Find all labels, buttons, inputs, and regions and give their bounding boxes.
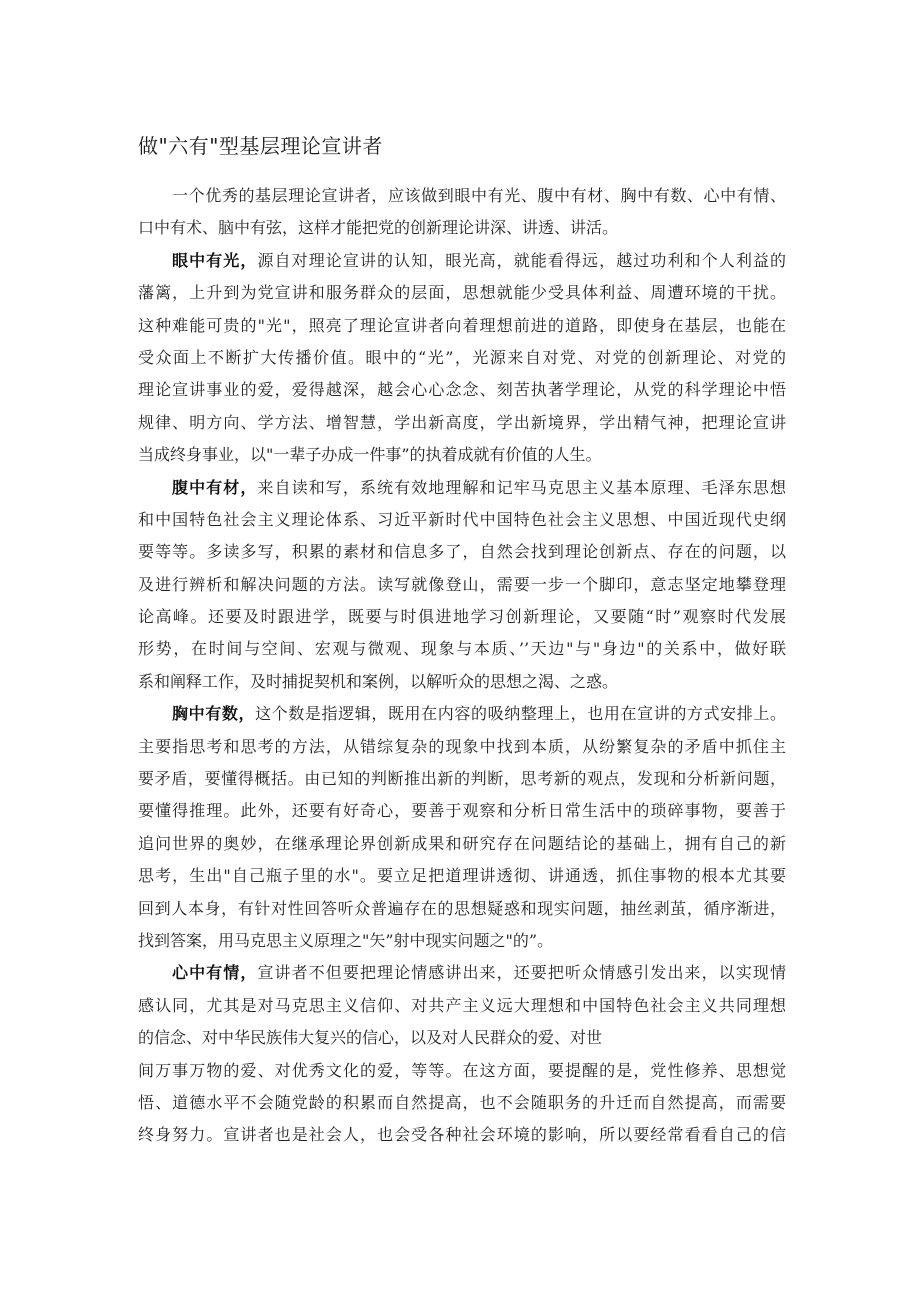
line-text: 宣讲者不但要把理论情感讲出来，还要把听众情感引发出来，以实现情 bbox=[257, 963, 786, 983]
line-text: 形势，在时间与空间、宏观与微观、现象与本质、’’天边"与"身边"的关系中，做好联 bbox=[138, 639, 786, 659]
text-line bbox=[138, 569, 786, 601]
text-line bbox=[138, 277, 786, 309]
text-line bbox=[138, 212, 786, 244]
line-text: 一个优秀的基层理论宣讲者，应该做到眼中有光、腹中有材、胸中有数、心中有情、 bbox=[172, 186, 786, 205]
text-line bbox=[138, 763, 786, 795]
line-text: 当成终身事业，以"一辈子办成一件事”的执着成就有价值的人生。 bbox=[138, 445, 602, 465]
text-line bbox=[138, 310, 786, 342]
line-text: 规律、明方向、学方法、增智慧，学出新高度，学出新境界，学出精气神，把理论宣讲 bbox=[138, 412, 786, 432]
text-line bbox=[138, 731, 786, 763]
text-line bbox=[138, 666, 786, 698]
text-line bbox=[138, 893, 786, 925]
line-text: 要等等。多读多写，积累的素材和信息多了，自然会找到理论创新点、存在的问题，以 bbox=[138, 542, 786, 562]
document-body bbox=[138, 180, 786, 1152]
line-text: 追问世界的奥妙，在继承理论界创新成果和研究存在问题结论的基础上，拥有自己的新 bbox=[138, 833, 786, 853]
line-text: 口中有术、脑中有弦，这样才能把党的创新理论讲深、讲透、讲活。 bbox=[138, 218, 619, 238]
text-line bbox=[138, 504, 786, 536]
paragraph-first-line bbox=[138, 472, 786, 504]
line-text: 终身努力。宣讲者也是社会人，也会受各种社会环境的影响，所以要经常看看自己的信 bbox=[138, 1125, 786, 1145]
line-text: 和中国特色社会主义理论体系、习近平新时代中国特色社会主义思想、中国近现代史纲 bbox=[138, 509, 786, 529]
paragraph-lead-phrase: 胸中有数， bbox=[172, 704, 256, 724]
line-text: 论高峰。还要及时跟进学，既要与时俱进地学习创新理论，又要随“时”观察时代发展 bbox=[138, 607, 786, 627]
line-text: 找到答案，用马克思主义原理之"矢”射中现实问题之"的”。 bbox=[138, 930, 554, 950]
line-text: 要矛盾，要懂得概括。由已知的判断推出新的判断，思考新的观点，发现和分析新问题， bbox=[138, 769, 786, 789]
text-line bbox=[138, 795, 786, 827]
line-text: 的信念、对中华民族伟大复兴的信心，以及对人民群众的爱、对世 bbox=[138, 1028, 603, 1048]
line-text: 这种难能可贵的"光"，照亮了理论宣讲者向着理想前进的道路，即使身在基层，也能在 bbox=[138, 315, 786, 335]
text-line bbox=[138, 1087, 786, 1119]
text-line bbox=[138, 407, 786, 439]
line-text: 及进行辨析和解决问题的方法。读写就像登山，需要一步一个脚印，意志坚定地攀登理 bbox=[138, 574, 786, 594]
text-line bbox=[138, 1055, 786, 1087]
line-text: 来自读和写，系统有效地理解和记牢马克思主义基本原理、毛泽东思想 bbox=[257, 477, 786, 497]
line-text: 思考，生出"自己瓶子里的水"。要立足把道理讲透彻、讲通透，抓住事物的根本尤其要 bbox=[138, 866, 786, 886]
line-text: 悟、道德水平不会随党龄的积累而自然提高，也不会随职务的升迁而自然提高，而需要 bbox=[138, 1092, 786, 1112]
line-text: 间万事万物的爱、对优秀文化的爱，等等。在这方面，要提醒的是，党性修养、思想觉 bbox=[138, 1060, 786, 1080]
line-text: 受众面上不断扩大传播价值。眼中的“光”，光源来自对党、对党的创新理论、对党的 bbox=[138, 347, 786, 367]
text-line bbox=[138, 374, 786, 406]
line-text: 主要指思考和思考的方法，从错综复杂的现象中找到本质，从纷繁复杂的矛盾中抓住主 bbox=[138, 736, 786, 756]
paragraph-first-line bbox=[138, 957, 786, 989]
text-line bbox=[138, 860, 786, 892]
text-line bbox=[138, 1022, 786, 1054]
line-text: 要懂得推理。此外，还要有好奇心，要善于观察和分析日常生活中的琐碎事物，要善于 bbox=[138, 801, 786, 821]
line-text: 理论宣讲事业的爱，爱得越深，越会心心念念、刻苦执著学理论，从党的科学理论中悟 bbox=[138, 380, 786, 400]
text-line bbox=[138, 342, 786, 374]
text-line bbox=[138, 536, 786, 568]
paragraph-lead-phrase: 眼中有光， bbox=[172, 250, 258, 270]
document-title: 做"六有"型基层理论宣讲者 bbox=[138, 134, 383, 158]
paragraph-first-line bbox=[138, 245, 786, 277]
text-line bbox=[138, 601, 786, 633]
line-text: 回到人本身，有针对性回答听众普遍存在的思想疑惑和现实问题，抽丝剥茧，循序渐进， bbox=[138, 898, 786, 918]
line-text: 源自对理论宣讲的认知，眼光高，就能看得远，越过功利和个人利益的 bbox=[257, 250, 786, 270]
text-line bbox=[138, 439, 786, 471]
paragraph-lead-phrase: 心中有情， bbox=[172, 963, 258, 983]
text-line bbox=[138, 180, 786, 212]
text-line bbox=[138, 828, 786, 860]
line-text: 这个数是指逻辑，既用在内容的吸纳整理上，也用在宣讲的方式安排上。 bbox=[255, 704, 786, 724]
line-text: 感认同，尤其是对马克思主义信仰、对共产主义远大理想和中国特色社会主义共同理想 bbox=[138, 995, 786, 1015]
line-text: 藩篱，上升到为党宣讲和服务群众的层面，思想就能少受具体利益、周遭环境的干扰。 bbox=[138, 283, 786, 303]
text-line bbox=[138, 633, 786, 665]
paragraph-lead-phrase: 腹中有材， bbox=[172, 477, 258, 497]
text-line bbox=[138, 1119, 786, 1151]
text-line bbox=[138, 925, 786, 957]
paragraph-first-line bbox=[138, 698, 786, 730]
line-text: 系和阐释工作，及时捕捉契机和案例，以解听众的思想之渴、之惑。 bbox=[138, 671, 619, 691]
text-line bbox=[138, 990, 786, 1022]
